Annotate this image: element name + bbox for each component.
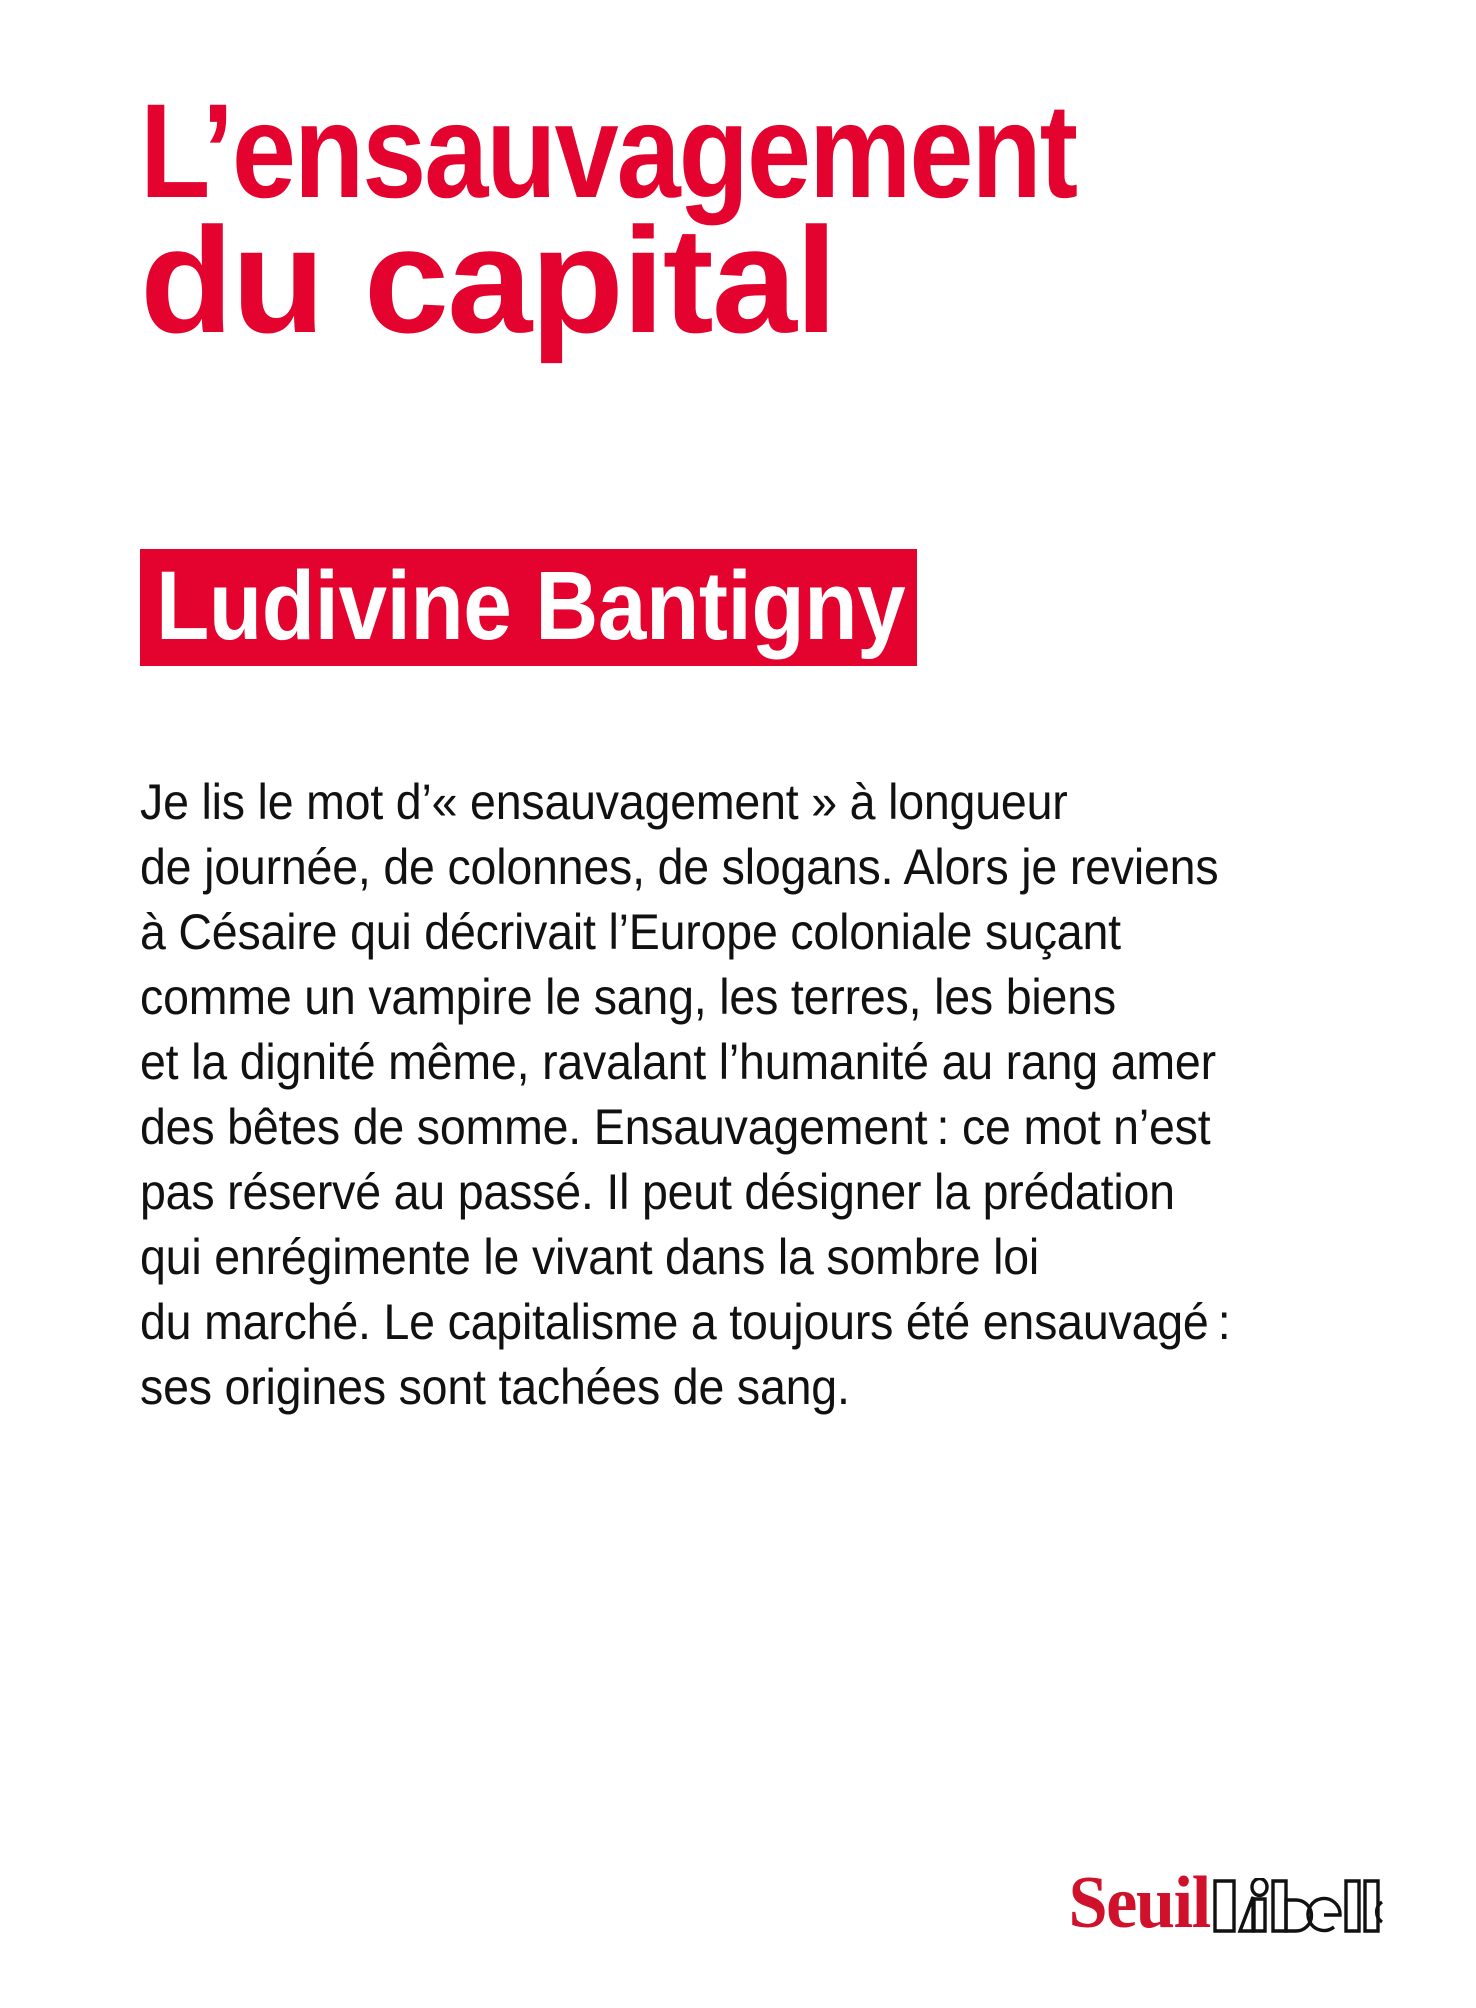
libelle-outline-icon — [1212, 1878, 1390, 1934]
title-line-2: du capital — [140, 195, 836, 364]
blurb-line: de journée, de colonnes, de slogans. Alors je reviens — [140, 839, 1219, 895]
title-block — [140, 77, 1340, 364]
blurb-line: des bêtes de somme. Ensauvagement : ce mot n’est — [140, 1099, 1211, 1155]
author-name: Ludivine Bantigny — [156, 551, 906, 660]
publisher-logo — [1061, 1856, 1390, 1945]
blurb-line: et la dignité même, ravalant l’humanité au rang amer — [140, 1034, 1216, 1090]
blurb-text — [140, 770, 1320, 1420]
publisher-seuil-wordmark: Seuil — [1068, 1862, 1210, 1945]
blurb-line: pas réservé au passé. Il peut désigner la prédation — [140, 1164, 1175, 1220]
blurb-line: Je lis le mot d’« ensauvagement » à longueur — [140, 774, 1068, 830]
author-band — [140, 549, 917, 666]
blurb-line: ses origines sont tachées de sang. — [140, 1359, 850, 1415]
publisher-libelle-wordmark — [1212, 1878, 1390, 1934]
blurb-line: comme un vampire le sang, les terres, les biens — [140, 969, 1116, 1025]
blurb-line: qui enrégimente le vivant dans la sombre loi — [140, 1229, 1040, 1285]
blurb-line: à Césaire qui décrivait l’Europe coloniale suçant — [140, 904, 1121, 960]
title-line-1: L’ensauvagement — [140, 77, 1077, 226]
blurb-line: du marché. Le capitalisme a toujours été ensauvagé : — [140, 1294, 1231, 1350]
